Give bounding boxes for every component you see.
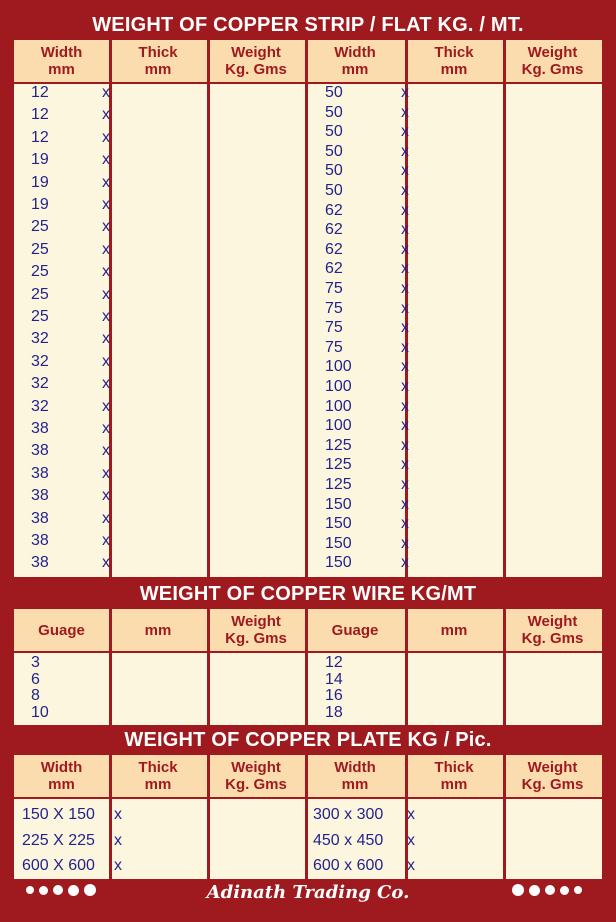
header-left-1: mm: [109, 609, 207, 651]
cell-width: 12: [31, 84, 49, 101]
cell-times: x: [401, 240, 409, 258]
cell-times: x: [401, 554, 409, 572]
cell-guage: 14: [325, 670, 343, 688]
cell-width: 62: [325, 221, 343, 239]
header-left-2: Weight Kg. Gms: [207, 40, 305, 82]
cell-size: 450 x 450: [313, 831, 384, 849]
cell-guage: 3: [31, 654, 40, 671]
cell-width: 19: [31, 196, 49, 213]
cell-times: x: [102, 509, 110, 527]
cell-times: x: [407, 831, 415, 849]
header-left-2: Weight Kg. Gms: [207, 609, 305, 651]
cell-width: 25: [31, 308, 49, 325]
cell-times: x: [401, 142, 409, 160]
cell-width: 100: [325, 358, 352, 376]
cell-times: x: [102, 151, 110, 169]
cell-times: x: [401, 103, 409, 121]
header-left-1: Thick mm: [109, 755, 207, 797]
header-left-2: Weight Kg. Gms: [207, 755, 305, 797]
column-divider: [109, 609, 112, 725]
cell-times: x: [407, 857, 415, 874]
header-right-0: Width mm: [305, 755, 405, 797]
cell-width: 19: [31, 173, 49, 191]
column-divider: [207, 755, 210, 879]
header-right-2: Weight Kg. Gms: [503, 40, 602, 82]
cell-times: x: [407, 806, 415, 823]
cell-times: x: [401, 338, 409, 356]
cell-width: 25: [31, 263, 49, 281]
cell-width: 75: [325, 299, 343, 317]
cell-width: 62: [325, 240, 343, 258]
cell-times: x: [102, 352, 110, 370]
cell-size: 600 X 600: [22, 857, 95, 874]
cell-width: 50: [325, 162, 343, 180]
column-divider: [503, 609, 506, 725]
cell-times: x: [401, 123, 409, 141]
cell-width: 150: [325, 515, 352, 533]
cell-width: 125: [325, 436, 352, 454]
header-right-1: Thick mm: [405, 40, 503, 82]
cell-times: x: [102, 554, 110, 572]
cell-guage: 16: [325, 687, 343, 704]
cell-width: 100: [325, 397, 352, 415]
cell-width: 25: [31, 240, 49, 258]
cell-width: 38: [31, 464, 49, 482]
cell-guage: 12: [325, 654, 343, 671]
cell-width: 38: [31, 554, 49, 572]
header-right-1: mm: [405, 609, 503, 651]
cell-width: 50: [325, 84, 343, 101]
cell-times: x: [102, 442, 110, 460]
cell-times: x: [102, 464, 110, 482]
header-right-0: Width mm: [305, 40, 405, 82]
column-divider: [305, 755, 308, 879]
cell-times: x: [401, 495, 409, 513]
cell-width: 125: [325, 456, 352, 474]
cell-width: 38: [31, 442, 49, 460]
header-left-1: Thick mm: [109, 40, 207, 82]
cell-size: 300 x 300: [313, 806, 384, 823]
cell-width: 75: [325, 319, 343, 337]
cell-width: 62: [325, 201, 343, 219]
column-divider: [207, 609, 210, 725]
cell-times: x: [401, 201, 409, 219]
cell-times: x: [102, 375, 110, 393]
column-divider: [207, 40, 210, 577]
cell-times: x: [102, 420, 110, 437]
cell-width: 38: [31, 487, 49, 505]
cell-width: 19: [31, 151, 49, 169]
cell-guage: 6: [31, 670, 40, 688]
cell-times: x: [102, 285, 110, 303]
cell-times: x: [401, 534, 409, 552]
column-divider: [305, 609, 308, 725]
cell-times: x: [102, 106, 110, 124]
brand-name: Adinath Trading Co.: [206, 882, 410, 903]
cell-width: 150: [325, 495, 352, 513]
cell-size: 225 X 225: [22, 831, 95, 849]
plate-title: WEIGHT OF COPPER PLATE KG / Pic.: [124, 729, 492, 751]
cell-width: 50: [325, 103, 343, 121]
cell-times: x: [114, 857, 122, 874]
footer-dots-right: [512, 884, 582, 896]
cell-width: 150: [325, 554, 352, 572]
cell-times: x: [102, 308, 110, 325]
cell-width: 50: [325, 123, 343, 141]
strip-table: [14, 40, 602, 577]
cell-times: x: [102, 128, 110, 146]
cell-width: 62: [325, 260, 343, 278]
cell-width: 25: [31, 218, 49, 236]
cell-times: x: [102, 397, 110, 415]
cell-times: x: [401, 280, 409, 297]
cell-width: 50: [325, 142, 343, 160]
header-left-0: Width mm: [14, 40, 109, 82]
cell-times: x: [401, 319, 409, 337]
cell-times: x: [102, 173, 110, 191]
cell-times: x: [401, 221, 409, 239]
wire-table: [14, 609, 602, 725]
cell-times: x: [102, 330, 110, 348]
cell-guage: 10: [31, 703, 49, 721]
cell-width: 38: [31, 532, 49, 549]
strip-title: WEIGHT OF COPPER STRIP / FLAT KG. / MT.: [92, 14, 524, 36]
cell-width: 12: [31, 106, 49, 124]
cell-size: 150 X 150: [22, 806, 95, 823]
cell-width: 25: [31, 285, 49, 303]
cell-times: x: [102, 263, 110, 281]
cell-width: 38: [31, 509, 49, 527]
cell-width: 75: [325, 338, 343, 356]
header-left-0: Guage: [14, 609, 109, 651]
cell-times: x: [102, 532, 110, 549]
header-left-0: Width mm: [14, 755, 109, 797]
cell-times: x: [114, 806, 122, 823]
header-right-2: Weight Kg. Gms: [503, 755, 602, 797]
column-divider: [503, 40, 506, 577]
column-divider: [503, 755, 506, 879]
header-right-2: Weight Kg. Gms: [503, 609, 602, 651]
cell-times: x: [102, 196, 110, 213]
cell-times: x: [401, 182, 409, 199]
cell-width: 38: [31, 420, 49, 437]
column-divider: [305, 40, 308, 577]
cell-width: 125: [325, 476, 352, 493]
cell-times: x: [401, 456, 409, 474]
footer: [0, 880, 616, 908]
cell-width: 32: [31, 397, 49, 415]
column-divider: [109, 755, 112, 879]
cell-times: x: [114, 831, 122, 849]
cell-times: x: [401, 162, 409, 180]
wire-title: WEIGHT OF COPPER WIRE KG/MT: [139, 583, 477, 605]
header-right-0: Guage: [305, 609, 405, 651]
cell-width: 32: [31, 330, 49, 348]
column-divider: [405, 609, 408, 725]
cell-times: x: [401, 299, 409, 317]
cell-times: x: [401, 358, 409, 376]
cell-guage: 8: [31, 687, 40, 704]
cell-times: x: [102, 487, 110, 505]
cell-guage: 18: [325, 703, 343, 721]
cell-times: x: [102, 240, 110, 258]
cell-width: 100: [325, 378, 352, 395]
cell-width: 32: [31, 352, 49, 370]
cell-size: 600 x 600: [313, 857, 384, 874]
cell-times: x: [401, 260, 409, 278]
header-divider: [14, 797, 602, 799]
cell-width: 75: [325, 280, 343, 297]
cell-width: 32: [31, 375, 49, 393]
cell-times: x: [102, 84, 110, 101]
cell-times: x: [401, 378, 409, 395]
cell-times: x: [102, 218, 110, 236]
cell-times: x: [401, 417, 409, 435]
header-right-1: Thick mm: [405, 755, 503, 797]
cell-times: x: [401, 436, 409, 454]
cell-width: 150: [325, 534, 352, 552]
cell-width: 100: [325, 417, 352, 435]
cell-times: x: [401, 515, 409, 533]
cell-times: x: [401, 397, 409, 415]
plate-table: [14, 755, 602, 879]
cell-width: 12: [31, 128, 49, 146]
cell-times: x: [401, 84, 409, 101]
cell-width: 50: [325, 182, 343, 199]
header-divider: [14, 651, 602, 653]
cell-times: x: [401, 476, 409, 493]
